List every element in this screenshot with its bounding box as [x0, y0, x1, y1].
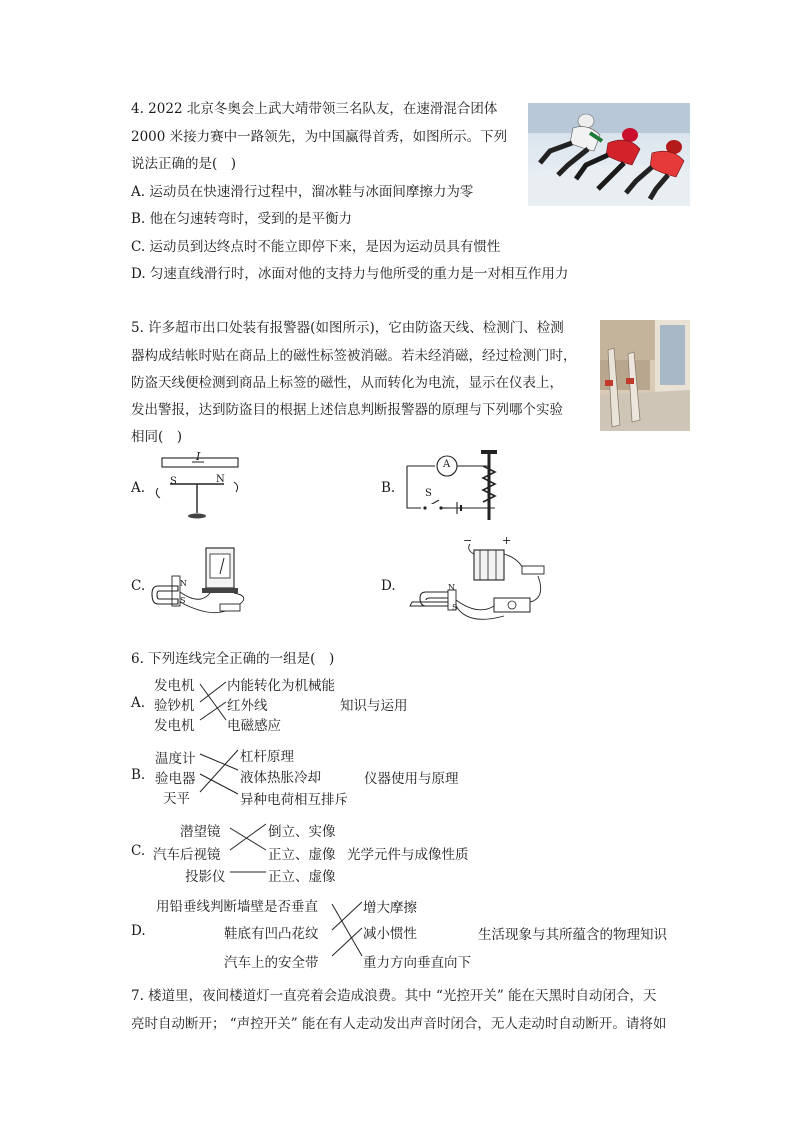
q5-figure-d-north-label: N — [448, 583, 455, 592]
q4-option-b: B. 他在匀速转弯时，受到的是平衡力 — [131, 211, 353, 227]
q6-d-category: 生活现象与其所蕴含的物理知识 — [478, 927, 667, 943]
q5-figure-b — [405, 448, 515, 523]
q6-a-right-1: 内能转化为机械能 — [227, 678, 335, 694]
q5-figure-c-north-label: N — [180, 579, 187, 588]
q6-d-left-3: 汽车上的安全带 — [224, 955, 319, 971]
q6-a-right-2: 红外线 — [227, 698, 268, 714]
q5-figure-a-south-label: S — [170, 476, 177, 487]
q7-stem-line-1: 7. 楼道里，夜间楼道灯一直亮着会造成浪费。其中 “光控开关” 能在天黑时自动闭合，天 — [131, 988, 657, 1004]
q4-option-c: C. 运动员到达终点时不能立即停下来，是因为运动员具有惯性 — [131, 239, 501, 255]
q6-b-right-3: 异种电荷相互排斥 — [240, 792, 348, 808]
q6-stem: 6. 下列连线完全正确的一组是( ) — [131, 651, 335, 667]
q6-a-left-2: 验钞机 — [154, 698, 195, 714]
q6-b-right-2: 液体热胀冷却 — [240, 770, 321, 786]
q5-figure-a — [152, 458, 242, 518]
q6-c-right-2: 正立、虚像 — [268, 847, 336, 863]
q5-figure-d-plus-label: + — [502, 534, 512, 547]
q5-stem-line-3: 防盗天线便检测到商品上标签的磁性，从而转化为电流，显示在仪表上， — [131, 375, 563, 391]
q5-figure-d-south-label: S — [452, 603, 458, 612]
q5-stem-line-1: 5. 许多超市出口处装有报警器(如图所示)，它由防盗天线、检测门、检测 — [131, 320, 564, 336]
q6-d-right-2: 减小惯性 — [363, 926, 417, 942]
q6-b-left-1: 温度计 — [155, 751, 196, 767]
q4-option-d: D. 匀速直线滑行时，冰面对他的支持力与他所受的重力是一对相互作用力 — [131, 266, 569, 282]
q6-b-left-3: 天平 — [163, 791, 190, 807]
q6-d-right-1: 增大摩擦 — [363, 900, 417, 916]
q6-c-right-1: 倒立、实像 — [268, 824, 336, 840]
q4-stem-line-3: 说法正确的是( ) — [131, 156, 237, 172]
q6-a-left-1: 发电机 — [154, 678, 195, 694]
q5-figure-d-minus-label: − — [463, 534, 473, 547]
q5-figure-b-switch-label: S — [425, 488, 432, 499]
q6-c-category: 光学元件与成像性质 — [347, 847, 469, 863]
q6-b-left-2: 验电器 — [155, 771, 196, 787]
q4-option-a: A. 运动员在快速滑行过程中，溜冰鞋与冰面间摩擦力为零 — [131, 184, 474, 200]
q5-option-a-label[interactable]: A. — [131, 480, 146, 496]
q6-d-left-2: 鞋底有凹凸花纹 — [224, 926, 319, 942]
q6-d-left-1: 用铅垂线判断墙壁是否垂直 — [156, 899, 318, 915]
q6-option-c-letter[interactable]: C. — [131, 843, 146, 859]
q6-d-connector-lines — [330, 898, 364, 962]
q5-option-b-label[interactable]: B. — [381, 480, 396, 496]
q6-c-left-2: 汽车后视镜 — [153, 847, 221, 863]
q6-a-left-3: 发电机 — [154, 718, 195, 734]
q7-stem-line-2: 亮时自动断开； “声控开关” 能在有人走动发出声音时闭合，无人走动时自动断开。请将如 — [131, 1016, 667, 1032]
q6-c-left-1: 潜望镜 — [180, 824, 221, 840]
q6-c-right-3: 正立、虚像 — [268, 869, 336, 885]
q6-option-b-letter[interactable]: B. — [131, 767, 146, 783]
speed-skating-photo — [528, 103, 690, 206]
q4-stem-line-1: 4. 2022 北京冬奥会上武大靖带领三名队友，在速滑混合团体 — [131, 101, 498, 117]
q5-figure-c — [150, 546, 260, 621]
q6-d-right-3: 重力方向垂直向下 — [363, 955, 471, 971]
q5-stem-line-2: 器构成结帐时贴在商品上的磁性标签被消磁。若未经消磁，经过检测门时， — [131, 348, 577, 364]
q6-a-right-3: 电磁感应 — [227, 718, 281, 734]
q5-figure-c-south-label: S — [180, 596, 186, 605]
q6-a-category: 知识与运用 — [340, 698, 408, 714]
q6-a-connector-lines — [198, 680, 228, 730]
q5-figure-b-ammeter-label: A — [443, 459, 451, 470]
q6-c-connector-lines — [228, 822, 268, 876]
q5-figure-a-current-label: I — [196, 450, 201, 463]
q5-stem-line-5: 相同( ) — [131, 429, 183, 445]
q5-option-d-label[interactable]: D. — [381, 578, 396, 594]
q6-c-left-3: 投影仪 — [185, 869, 226, 885]
q6-option-d-letter[interactable]: D. — [131, 923, 146, 939]
q5-figure-a-north-label: N — [216, 474, 225, 485]
q6-b-category: 仪器使用与原理 — [364, 771, 459, 787]
q6-b-connector-lines — [198, 748, 240, 800]
q5-option-c-label[interactable]: C. — [131, 578, 146, 594]
q5-stem-line-4: 发出警报，达到防盗目的根据上述信息判断报警器的原理与下列哪个实验 — [131, 402, 563, 418]
anti-theft-gate-photo — [600, 320, 690, 431]
q4-stem-line-2: 2000 米接力赛中一路领先，为中国赢得首秀，如图所示。下列 — [131, 129, 508, 145]
q6-option-a-letter[interactable]: A. — [131, 695, 146, 711]
q5-figure-d — [408, 540, 553, 625]
q6-b-right-1: 杠杆原理 — [240, 749, 294, 765]
